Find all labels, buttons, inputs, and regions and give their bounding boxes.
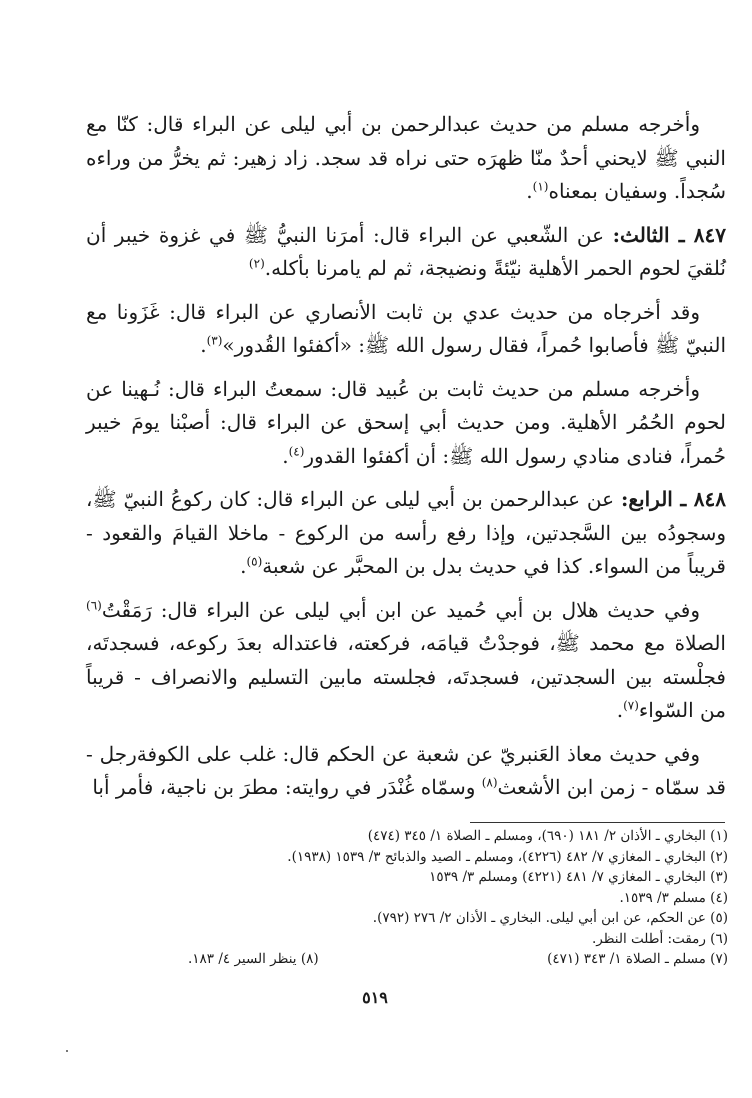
footnote: (٣) البخاري ـ المغازي ٧/ ٤٨١ (٤٢٢١) ومسلم ٣/ ١٥٣٩ <box>429 869 728 885</box>
footnote: (٨) ينظر السير ٤/ ١٨٣. <box>188 951 319 967</box>
footnote-row <box>188 949 728 970</box>
hadith-number-label: ٨٤٧ ـ الثالث: <box>612 222 727 247</box>
footnotes <box>188 826 728 970</box>
footnote: (٦) رمقت: أطلت النظر. <box>591 930 728 947</box>
paragraph: وأخرجه مسلم من حديث ثابت بن عُبيد قال: سمعتُ البراء قال: نُـهينا عن لحوم الحُمُر الأهلية. ومن حديث أبي إسحق عن البراء قال: أصبْنا يومَ خيبر حُمراً، فنادى منادي رسول الله ﷺ: أن أكفئوا القدور$^{(٤)}$. <box>86 376 726 468</box>
paragraph: وفي حديث هلال بن أبي حُميد عن ابن أبي ليلى عن البراء قال: رَمَقْتُ$^{(٦)}$ الصلاة مع محمد ﷺ، فوجدْتُ قيامَه، فركعته، فاعتداله بعدَ ركوعه، فسجدتَه، فجلْسته بين السجدتين، فسجدتَه، فجلسته مابين التسليم والانصراف - قريباً من السّواء$^{(٧)}$. <box>86 597 726 722</box>
footnote: (١) البخاري ـ الأذان ٢/ ١٨١ (٦٩٠)، ومسلم ـ الصلاة ١/ ٣٤٥ (٤٧٤) <box>367 828 728 844</box>
footnote: (٥) عن الحكم، عن ابن أبي ليلى. البخاري ـ الأذان ٢/ ٢٧٦ (٧٩٢). <box>372 910 728 926</box>
footnote: (٧) مسلم ـ الصلاة ١/ ٣٤٣ (٤٧١) <box>547 951 728 967</box>
scan-speck <box>66 1050 68 1052</box>
paragraph: وأخرجه مسلم من حديث عبدالرحمن بن أبي ليلى عن البراء قال: كنّا مع النبي ﷺ لايحني أحدٌ منّا ظهرَه حتى نراه قد سجد. زاد زهير: ثم يخرُّ من وراءه سُجداً. وسفيان بمعناه$^{(١)}$. <box>86 112 726 203</box>
paragraph: وقد أخرجاه من حديث عدي بن ثابت الأنصاري عن البراء قال: غَزَونا مع النبيّ ﷺ فأصابوا حُمراً، فقال رسول الله ﷺ: «أكفئوا القُدور»$^{(٣)}$. <box>86 299 726 357</box>
page-number: ٥١٩ <box>362 988 388 1007</box>
hadith-number-label: ٨٤٨ ـ الرابع: <box>621 487 726 511</box>
footnote: (٢) البخاري ـ المغازي ٧/ ٤٨٢ (٤٢٢٦)، ومسلم ـ الصيد والذبائح ٣/ ١٥٣٩ (١٩٣٨). <box>287 848 728 865</box>
hadith-848: ٨٤٨ ـ الرابع: عن عبدالرحمن بن أبي ليلى عن البراء قال: كان ركوعُ النبيّ ﷺ، وسجودُه بين السَّجدتين، وإذا رفع رأسه من الركوع - ماخلا القيامَ والقعود - قريباً من السواء. كذا في حديث بدل بن المحبَّر عن شعبة$^{(٥)}$. <box>86 487 726 578</box>
main-text <box>86 108 726 815</box>
footnote-separator <box>470 822 725 823</box>
footnote: (٤) مسلم ٣/ ١٥٣٩. <box>619 889 728 906</box>
hadith-847: ٨٤٧ ـ الثالث: عن الشّعبي عن البراء قال: أمرَنا النبيُّ ﷺ في غزوة خيبر أن نُلقيَ لحوم الحمر الأهلية نيّئةً ونضيجة، ثم لم يامرنا بأكله.$^{(٢)}$ <box>86 222 727 280</box>
paragraph: وفي حديث معاذ العَنبريّ عن شعبة عن الحكم قال: غلب على الكوفةرجل - قد سمّاه - زمن ابن الأشعث$^{(٨)}$ وسمّاه غُنْدَر في روايته: مطرَ بن ناجية، فأمر أبا <box>86 741 726 799</box>
